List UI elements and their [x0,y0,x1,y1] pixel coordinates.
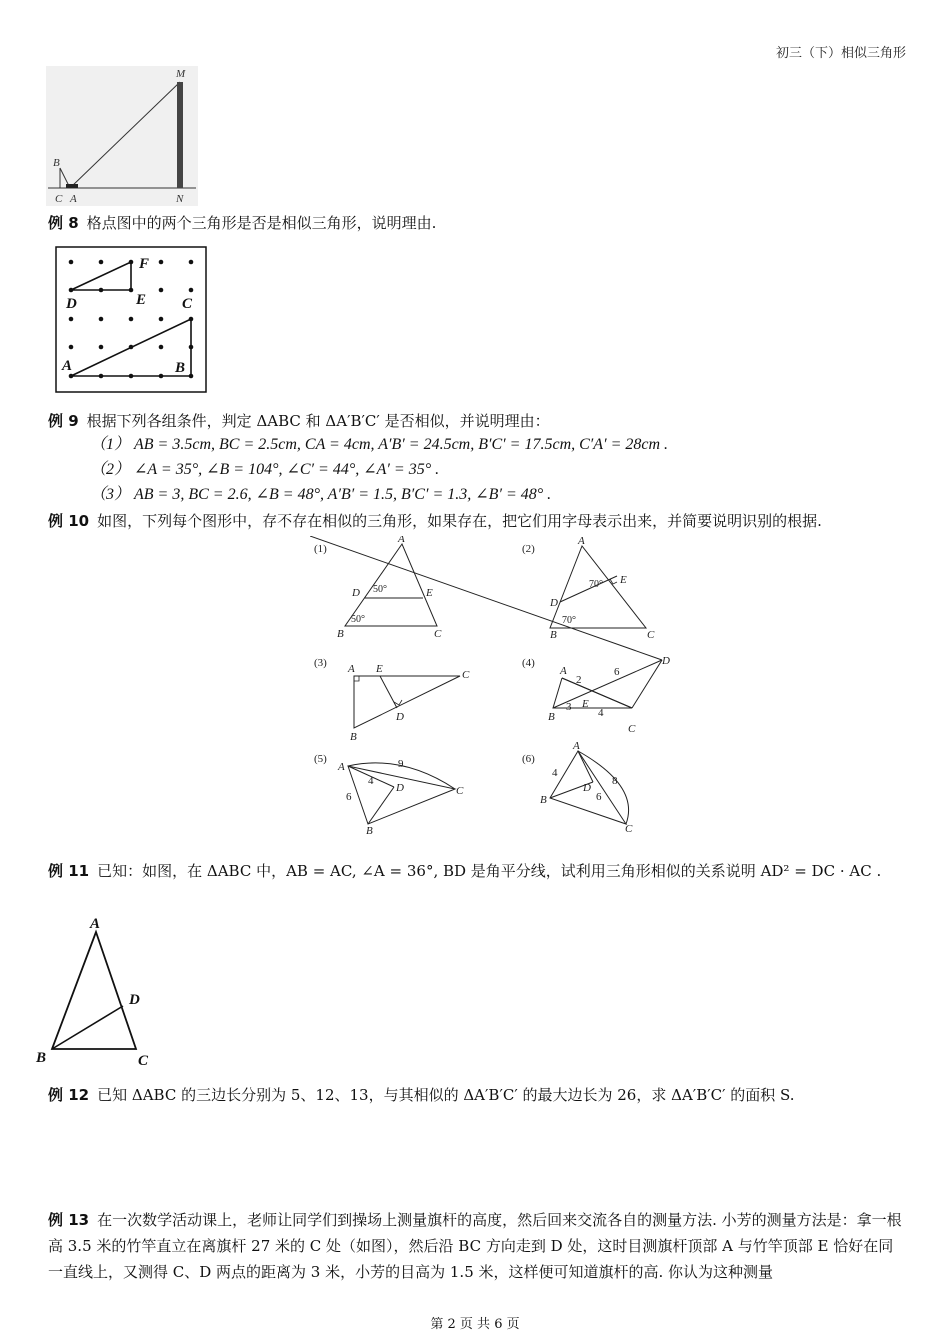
page-footer: 第 2 页 共 6 页 [430,1317,520,1332]
mast-label-C: C [55,193,63,205]
fig10-5-num: (5) [314,753,327,765]
fig10-2-label-B: B [550,629,557,641]
fig10-5-num-9: 9 [398,758,404,770]
example-9-item-3: （3） AB = 3, BC = 2.6, ∠B = 48°, A′B′ = 1.5, B′C′ = 1.3, ∠B′ = 48° . [90,486,552,503]
fig10-4-label-A: A [560,665,567,677]
grid-label-B: B [175,360,186,376]
fig10-4-num-6: 6 [614,666,620,678]
example-10 [48,510,822,532]
grid-label-D: D [66,296,77,312]
fig10-1-num: (1) [314,543,327,555]
example-9-item-2: （2） ∠A = 35°, ∠B = 104°, ∠C′ = 44°, ∠A′ = 35° . [90,461,440,478]
example-9-text: 根据下列各组条件，判定 ΔABC 和 ΔA′B′C′ 是否相似，并说明理由： [86,412,550,430]
fig10-1-angle-1: 50° [373,584,387,595]
page-header: 初三（下）相似三角形 [775,46,906,61]
mast-label-M: M [176,68,186,80]
fig10-4-label-E: E [582,698,589,710]
fig10-2-label-A: A [578,536,585,547]
grid-label-F: F [139,256,150,272]
fig10-1-label-A: A [398,536,405,545]
fig10-6-num-4: 4 [552,767,558,779]
fig10-4-num-2: 2 [576,674,582,686]
fig10-1-label-D: D [352,587,360,599]
fig10-6-num-8: 8 [612,775,618,787]
fig10-5-label-C: C [456,785,464,797]
fig10-2-label-D: D [550,597,558,609]
fig10-4-num-3: 3 [566,701,572,713]
example-12 [48,1084,795,1106]
example-12-label: 例 12 [48,1086,90,1104]
grid-label-C: C [182,296,193,312]
fig10-1-label-C: C [434,628,442,640]
fig10-1-label-B: B [337,628,344,640]
fig10-5-num-4: 4 [368,775,374,787]
example-11 [48,860,881,882]
iso-label-A: A [90,916,101,932]
fig10-3-label-D: D [396,711,404,723]
fig10-2-num: (2) [522,543,535,555]
grid-label-E: E [136,292,147,308]
fig10-6-label-D: D [583,782,591,794]
fig10-2-label-C: C [647,629,655,641]
fig10-4-label-B: B [548,711,555,723]
fig10-4-label-C: C [628,723,636,735]
fig10-2-label-E: E [620,574,627,586]
isosceles-figure [34,912,164,1068]
fig10-4-label-D: D [662,655,670,667]
fig10-2-angle-2: 70° [562,615,576,626]
fig10-6-num: (6) [522,753,535,765]
example-9-item-1: （1） AB = 3.5cm, BC = 2.5cm, CA = 4cm, A′B′ = 24.5cm, B′C′ = 17.5cm, C′A′ = 28cm . [90,436,669,453]
fig10-5-label-B: B [366,825,373,836]
example-13-text: 在一次数学活动课上，老师让同学们到操场上测量旗杆的高度，然后回来交流各自的测量方法. 小芳的测量方法是：拿一根高 3.5 米的竹竿直立在离旗杆 27 米的 C 处（如图），然后沿 BC 方向走到 D 处，这时目测旗杆顶部 A 与竹竿顶部 E 恰好在同一直线上，又测得 C、D 两点的距离为 3 米，小芳的目高为 1.5 米，这样便可知道旗杆的高. 你认为这种测量 [48,1211,902,1281]
fig10-3-label-A: A [348,663,355,675]
grid-figure [55,246,207,393]
flagpole-figure [46,66,198,206]
fig10-3-num: (3) [314,657,327,669]
mast-label-B: B [53,157,60,169]
example-11-label: 例 11 [48,862,90,880]
example-9 [48,410,550,432]
example-10-text: 如图，下列每个图形中，存不存在相似的三角形，如果存在，把它们用字母表示出来，并简要说明识别的根据. [97,512,822,530]
example-8 [48,212,436,234]
fig10-1-label-E: E [426,587,433,599]
fig10-6-num-6: 6 [596,791,602,803]
fig10-4-num-4: 4 [598,707,604,719]
fig10-3-label-E: E [376,663,383,675]
example-9-label: 例 9 [48,412,79,430]
example-13-label: 例 13 [48,1211,90,1229]
mast-label-N: N [176,193,184,205]
fig10-5-label-D: D [396,782,404,794]
grid-label-A: A [62,358,73,374]
fig10-6-label-B: B [540,794,547,806]
fig10-2-angle-1: 70° [589,579,603,590]
example-8-text: 格点图中的两个三角形是否是相似三角形，说明理由. [86,214,437,232]
mast-label-A: A [70,193,77,205]
example-10-figures [310,536,680,836]
iso-label-B: B [36,1050,47,1066]
fig10-5-label-A: A [338,761,345,773]
fig10-6-label-C: C [625,823,633,835]
example-11-text: 已知：如图，在 ΔABC 中，AB = AC, ∠A = 36°, BD 是角平分线，试利用三角形相似的关系说明 AD² = DC · AC . [97,862,882,880]
example-8-label: 例 8 [48,214,79,232]
fig10-4-num: (4) [522,657,535,669]
fig10-3-label-B: B [350,731,357,743]
example-12-text: 已知 ΔABC 的三边长分别为 5、12、13，与其相似的 ΔA′B′C′ 的最大边长为 26，求 ΔA′B′C′ 的面积 S. [97,1086,795,1104]
fig10-5-num-6: 6 [346,791,352,803]
example-10-label: 例 10 [48,512,90,530]
fig10-6-label-A: A [573,740,580,752]
iso-label-C: C [138,1053,149,1068]
example-13 [48,1207,908,1285]
iso-label-D: D [129,992,140,1008]
fig10-1-angle-2: 50° [351,614,365,625]
fig10-3-label-C: C [462,669,470,681]
